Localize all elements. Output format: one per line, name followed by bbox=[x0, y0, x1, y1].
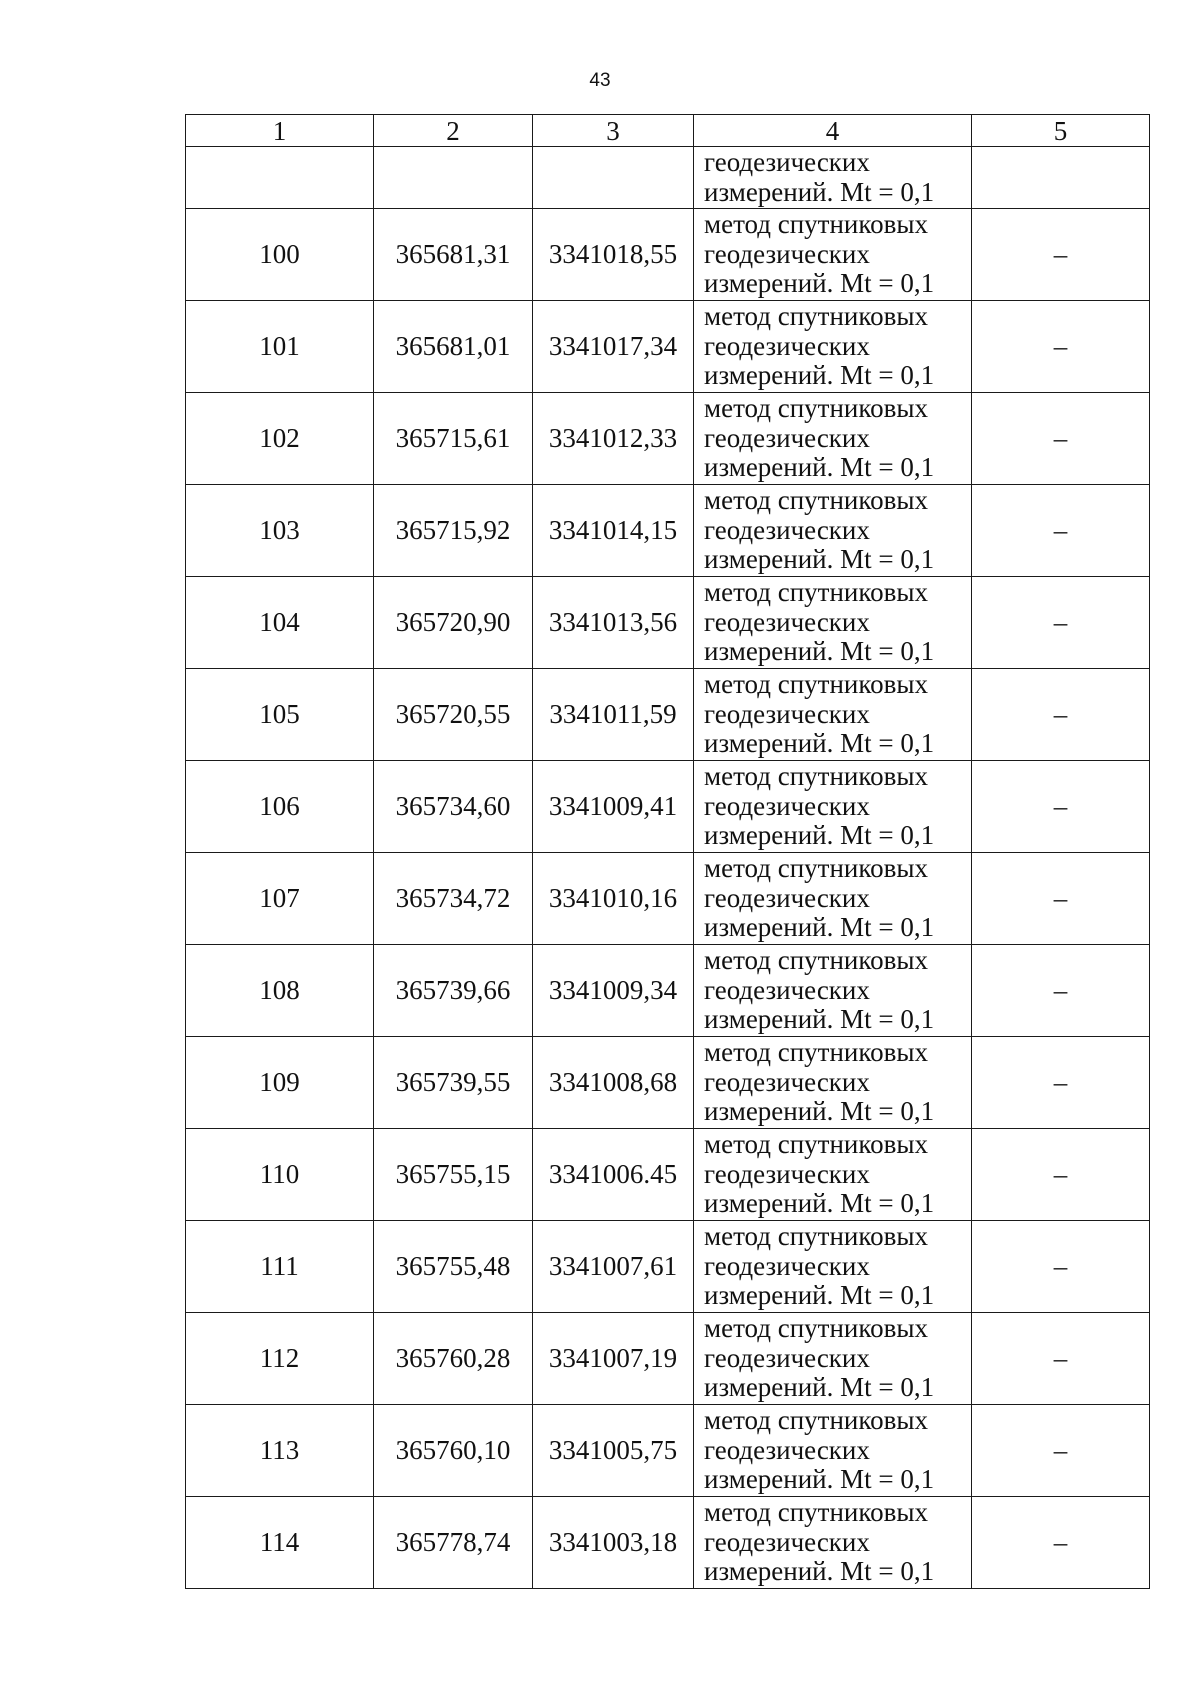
point-number-cell: 100 bbox=[186, 209, 374, 301]
table-row bbox=[186, 1313, 1150, 1405]
method-line: измерений. Mt = 0,1 bbox=[704, 176, 935, 207]
method-line: геодезических bbox=[704, 1434, 870, 1465]
method-line: метод спутниковых bbox=[704, 853, 928, 884]
method-cell bbox=[694, 147, 972, 209]
method-line: измерений. Mt = 0,1 bbox=[704, 360, 935, 391]
method-line: геодезических bbox=[704, 790, 870, 821]
note-cell: – bbox=[972, 1221, 1150, 1313]
x-coordinate-cell: 365681,31 bbox=[374, 209, 533, 301]
method-line: метод спутниковых bbox=[704, 1405, 928, 1436]
point-number-cell: 113 bbox=[186, 1405, 374, 1497]
method-line: геодезических bbox=[704, 974, 870, 1005]
table-row bbox=[186, 1497, 1150, 1589]
point-number-cell: 112 bbox=[186, 1313, 374, 1405]
y-coordinate-cell: 3341017,34 bbox=[533, 301, 694, 393]
method-line: геодезических bbox=[704, 330, 870, 361]
table-row bbox=[186, 1405, 1150, 1497]
x-coordinate-cell: 365739,55 bbox=[374, 1037, 533, 1129]
method-line: измерений. Mt = 0,1 bbox=[704, 1280, 935, 1311]
method-line: измерений. Mt = 0,1 bbox=[704, 544, 935, 575]
method-line: измерений. Mt = 0,1 bbox=[704, 1004, 935, 1035]
method-cell bbox=[694, 1313, 972, 1405]
x-coordinate-cell: 365778,74 bbox=[374, 1497, 533, 1589]
method-line: геодезических bbox=[704, 1066, 870, 1097]
header-cell-3: 3 bbox=[533, 115, 694, 147]
table-row bbox=[186, 853, 1150, 945]
method-line: метод спутниковых bbox=[704, 945, 928, 976]
method-line: метод спутниковых bbox=[704, 393, 928, 424]
x-coordinate-cell: 365715,61 bbox=[374, 393, 533, 485]
table-row bbox=[186, 1037, 1150, 1129]
method-cell bbox=[694, 577, 972, 669]
method-line: метод спутниковых bbox=[704, 1313, 928, 1344]
method-line: геодезических bbox=[704, 1342, 870, 1373]
method-line: геодезических bbox=[704, 698, 870, 729]
method-line: измерений. Mt = 0,1 bbox=[704, 820, 935, 851]
y-coordinate-cell: 3341011,59 bbox=[533, 669, 694, 761]
method-cell bbox=[694, 1037, 972, 1129]
y-coordinate-cell: 3341005,75 bbox=[533, 1405, 694, 1497]
method-cell bbox=[694, 1221, 972, 1313]
y-coordinate-cell: 3341006.45 bbox=[533, 1129, 694, 1221]
header-cell-4: 4 bbox=[694, 115, 972, 147]
point-number-cell: 105 bbox=[186, 669, 374, 761]
table-header bbox=[186, 115, 1150, 147]
method-line: измерений. Mt = 0,1 bbox=[704, 1464, 935, 1495]
header-row bbox=[186, 115, 1150, 147]
method-cell bbox=[694, 1497, 972, 1589]
y-coordinate-cell: 3341007,61 bbox=[533, 1221, 694, 1313]
method-line: метод спутниковых bbox=[704, 209, 928, 240]
x-coordinate-cell: 365755,48 bbox=[374, 1221, 533, 1313]
method-line: геодезических bbox=[704, 882, 870, 913]
method-line: метод спутниковых bbox=[704, 1037, 928, 1068]
y-coordinate-cell: 3341018,55 bbox=[533, 209, 694, 301]
y-coordinate-cell bbox=[533, 147, 694, 209]
method-cell bbox=[694, 853, 972, 945]
table-row bbox=[186, 1221, 1150, 1313]
point-number-cell: 108 bbox=[186, 945, 374, 1037]
table-row bbox=[186, 945, 1150, 1037]
method-line: метод спутниковых bbox=[704, 1129, 928, 1160]
x-coordinate-cell: 365734,60 bbox=[374, 761, 533, 853]
method-cell bbox=[694, 1405, 972, 1497]
method-line: метод спутниковых bbox=[704, 485, 928, 516]
table-row bbox=[186, 761, 1150, 853]
method-cell bbox=[694, 669, 972, 761]
method-line: измерений. Mt = 0,1 bbox=[704, 728, 935, 759]
x-coordinate-cell: 365739,66 bbox=[374, 945, 533, 1037]
note-cell: – bbox=[972, 393, 1150, 485]
note-cell bbox=[972, 147, 1150, 209]
point-number-cell: 106 bbox=[186, 761, 374, 853]
x-coordinate-cell: 365715,92 bbox=[374, 485, 533, 577]
method-cell bbox=[694, 209, 972, 301]
method-line: метод спутниковых bbox=[704, 301, 928, 332]
y-coordinate-cell: 3341014,15 bbox=[533, 485, 694, 577]
point-number-cell: 114 bbox=[186, 1497, 374, 1589]
method-line: геодезических bbox=[704, 606, 870, 637]
method-cell bbox=[694, 301, 972, 393]
method-cell bbox=[694, 1129, 972, 1221]
y-coordinate-cell: 3341010,16 bbox=[533, 853, 694, 945]
y-coordinate-cell: 3341009,34 bbox=[533, 945, 694, 1037]
note-cell: – bbox=[972, 577, 1150, 669]
y-coordinate-cell: 3341013,56 bbox=[533, 577, 694, 669]
note-cell: – bbox=[972, 945, 1150, 1037]
point-number-cell: 101 bbox=[186, 301, 374, 393]
y-coordinate-cell: 3341008,68 bbox=[533, 1037, 694, 1129]
method-line: геодезических bbox=[704, 147, 870, 177]
note-cell: – bbox=[972, 485, 1150, 577]
table-row bbox=[186, 301, 1150, 393]
method-line: геодезических bbox=[704, 1250, 870, 1281]
point-number-cell: 111 bbox=[186, 1221, 374, 1313]
x-coordinate-cell: 365681,01 bbox=[374, 301, 533, 393]
x-coordinate-cell bbox=[374, 147, 533, 209]
note-cell: – bbox=[972, 1497, 1150, 1589]
header-cell-2: 2 bbox=[374, 115, 533, 147]
y-coordinate-cell: 3341007,19 bbox=[533, 1313, 694, 1405]
table-row bbox=[186, 577, 1150, 669]
x-coordinate-cell: 365755,15 bbox=[374, 1129, 533, 1221]
method-line: метод спутниковых bbox=[704, 669, 928, 700]
header-cell-1: 1 bbox=[186, 115, 374, 147]
point-number-cell: 104 bbox=[186, 577, 374, 669]
coordinates-table bbox=[185, 114, 1150, 1589]
note-cell: – bbox=[972, 669, 1150, 761]
method-line: измерений. Mt = 0,1 bbox=[704, 1372, 935, 1403]
x-coordinate-cell: 365734,72 bbox=[374, 853, 533, 945]
method-line: геодезических bbox=[704, 238, 870, 269]
point-number-cell: 103 bbox=[186, 485, 374, 577]
method-cell bbox=[694, 393, 972, 485]
note-cell: – bbox=[972, 1313, 1150, 1405]
method-line: измерений. Mt = 0,1 bbox=[704, 1188, 935, 1219]
method-line: геодезических bbox=[704, 422, 870, 453]
header-cell-5: 5 bbox=[972, 115, 1150, 147]
x-coordinate-cell: 365720,55 bbox=[374, 669, 533, 761]
note-cell: – bbox=[972, 209, 1150, 301]
note-cell: – bbox=[972, 1129, 1150, 1221]
y-coordinate-cell: 3341009,41 bbox=[533, 761, 694, 853]
page-number: 43 bbox=[589, 70, 611, 91]
method-line: метод спутниковых bbox=[704, 577, 928, 608]
continued-row bbox=[186, 147, 1150, 209]
method-line: метод спутниковых bbox=[704, 1497, 928, 1528]
note-cell: – bbox=[972, 301, 1150, 393]
y-coordinate-cell: 3341012,33 bbox=[533, 393, 694, 485]
method-cell bbox=[694, 945, 972, 1037]
method-line: измерений. Mt = 0,1 bbox=[704, 1556, 935, 1587]
point-number-cell: 109 bbox=[186, 1037, 374, 1129]
method-line: геодезических bbox=[704, 1158, 870, 1189]
method-line: метод спутниковых bbox=[704, 761, 928, 792]
point-number-cell: 110 bbox=[186, 1129, 374, 1221]
method-cell bbox=[694, 485, 972, 577]
method-line: измерений. Mt = 0,1 bbox=[704, 452, 935, 483]
method-cell bbox=[694, 761, 972, 853]
note-cell: – bbox=[972, 853, 1150, 945]
table-row bbox=[186, 669, 1150, 761]
method-line: метод спутниковых bbox=[704, 1221, 928, 1252]
method-line: геодезических bbox=[704, 1526, 870, 1557]
table-row bbox=[186, 393, 1150, 485]
method-line: измерений. Mt = 0,1 bbox=[704, 268, 935, 299]
x-coordinate-cell: 365760,10 bbox=[374, 1405, 533, 1497]
note-cell: – bbox=[972, 761, 1150, 853]
method-line: геодезических bbox=[704, 514, 870, 545]
table-row bbox=[186, 209, 1150, 301]
point-number-cell: 102 bbox=[186, 393, 374, 485]
note-cell: – bbox=[972, 1037, 1150, 1129]
table-row bbox=[186, 1129, 1150, 1221]
x-coordinate-cell: 365760,28 bbox=[374, 1313, 533, 1405]
table-body bbox=[186, 147, 1150, 1589]
method-line: измерений. Mt = 0,1 bbox=[704, 912, 935, 943]
table-row bbox=[186, 485, 1150, 577]
point-number-cell: 107 bbox=[186, 853, 374, 945]
y-coordinate-cell: 3341003,18 bbox=[533, 1497, 694, 1589]
method-line: измерений. Mt = 0,1 bbox=[704, 1096, 935, 1127]
method-line: измерений. Mt = 0,1 bbox=[704, 636, 935, 667]
x-coordinate-cell: 365720,90 bbox=[374, 577, 533, 669]
note-cell: – bbox=[972, 1405, 1150, 1497]
point-number-cell bbox=[186, 147, 374, 209]
